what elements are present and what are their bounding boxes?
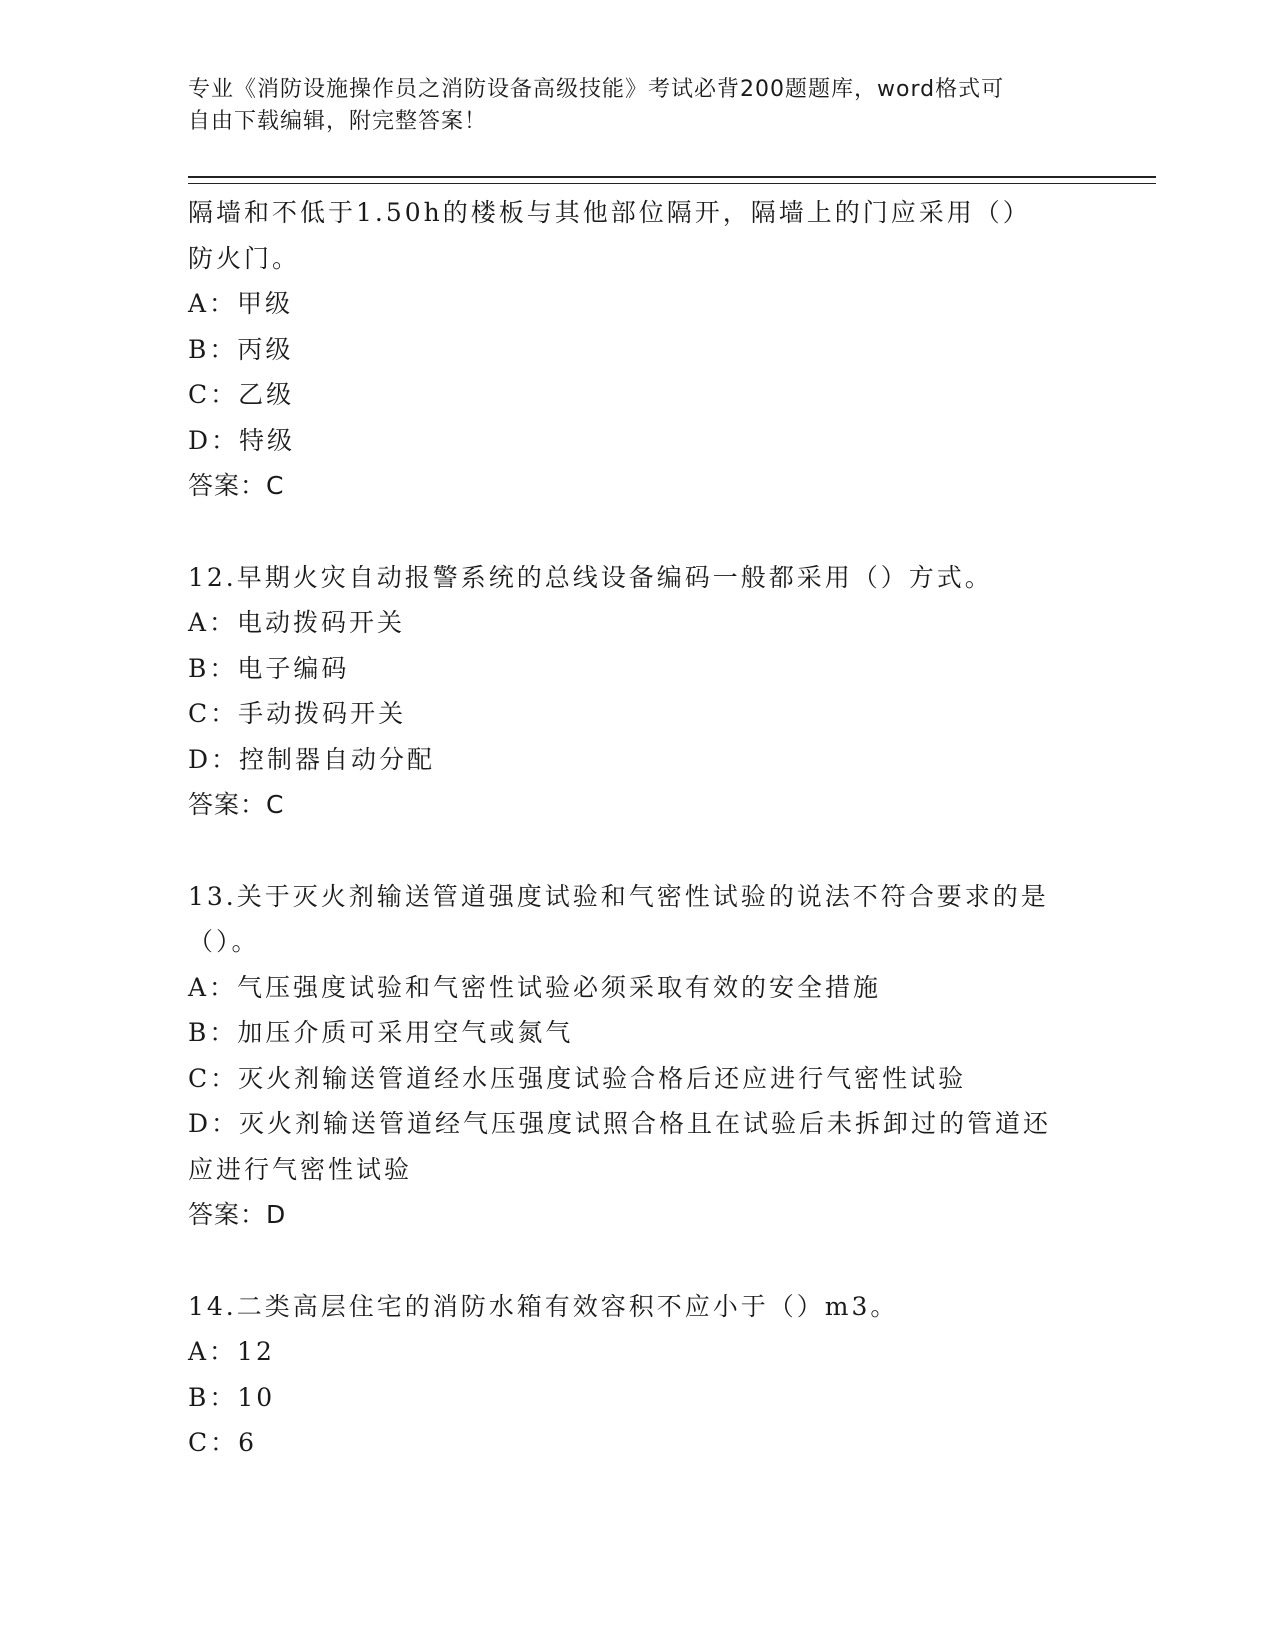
option-b: B：电子编码 — [188, 653, 350, 683]
header-title-line-1: 专业《消防设施操作员之消防设备高级技能》考试必背200题题库，word格式可 — [188, 77, 1005, 102]
option-d: D：灭火剂输送管道经气压强度试照合格且在试验后未拆卸过的管道还 — [188, 1109, 1052, 1138]
option-b: B：丙级 — [188, 334, 294, 364]
option-c: C：灭火剂输送管道经水压强度试验合格后还应进行气密性试验 — [188, 1063, 967, 1093]
question-13 — [188, 874, 1088, 1238]
option-a: A：电动拨码开关 — [188, 608, 406, 637]
question-stem: 14.二类高层住宅的消防水箱有效容积不应小于（）m3。 — [188, 1291, 899, 1321]
question-14 — [188, 1284, 1088, 1466]
option-a: A：气压强度试验和气密性试验必须采取有效的安全措施 — [188, 972, 882, 1002]
option-c: C：乙级 — [188, 380, 295, 409]
option-d: D：控制器自动分配 — [188, 744, 436, 774]
option-c: C：6 — [188, 1428, 258, 1457]
answer: 答案：D — [188, 1200, 287, 1229]
option-c: C：手动拨码开关 — [188, 699, 407, 728]
question-stem: 12.早期火灾自动报警系统的总线设备编码一般都采用（）方式。 — [188, 562, 993, 592]
document-header — [188, 74, 1088, 138]
answer: 答案：C — [188, 790, 285, 819]
answer: 答案：C — [188, 471, 285, 500]
question-12 — [188, 555, 1088, 828]
option-a: A：甲级 — [188, 289, 294, 318]
option-d: D：特级 — [188, 425, 296, 455]
option-b: B：加压介质可采用空气或氮气 — [188, 1018, 574, 1047]
question-11 — [188, 190, 1088, 509]
question-stem: 防火门。 — [188, 243, 301, 273]
question-stem: 隔墙和不低于1.50h的楼板与其他部位隔开，隔墙上的门应采用（） — [188, 198, 1031, 227]
option-b: B：10 — [188, 1382, 276, 1412]
option-d-continued: 应进行气密性试验 — [188, 1154, 413, 1184]
header-divider — [188, 176, 1156, 184]
question-stem: 13.关于灭火剂输送管道强度试验和气密性试验的说法不符合要求的是 — [188, 881, 1049, 911]
question-list — [188, 190, 1088, 1466]
question-stem: （）。 — [188, 927, 260, 956]
option-a: A：12 — [188, 1337, 275, 1366]
header-title-line-2: 自由下载编辑，附完整答案！ — [188, 109, 488, 134]
